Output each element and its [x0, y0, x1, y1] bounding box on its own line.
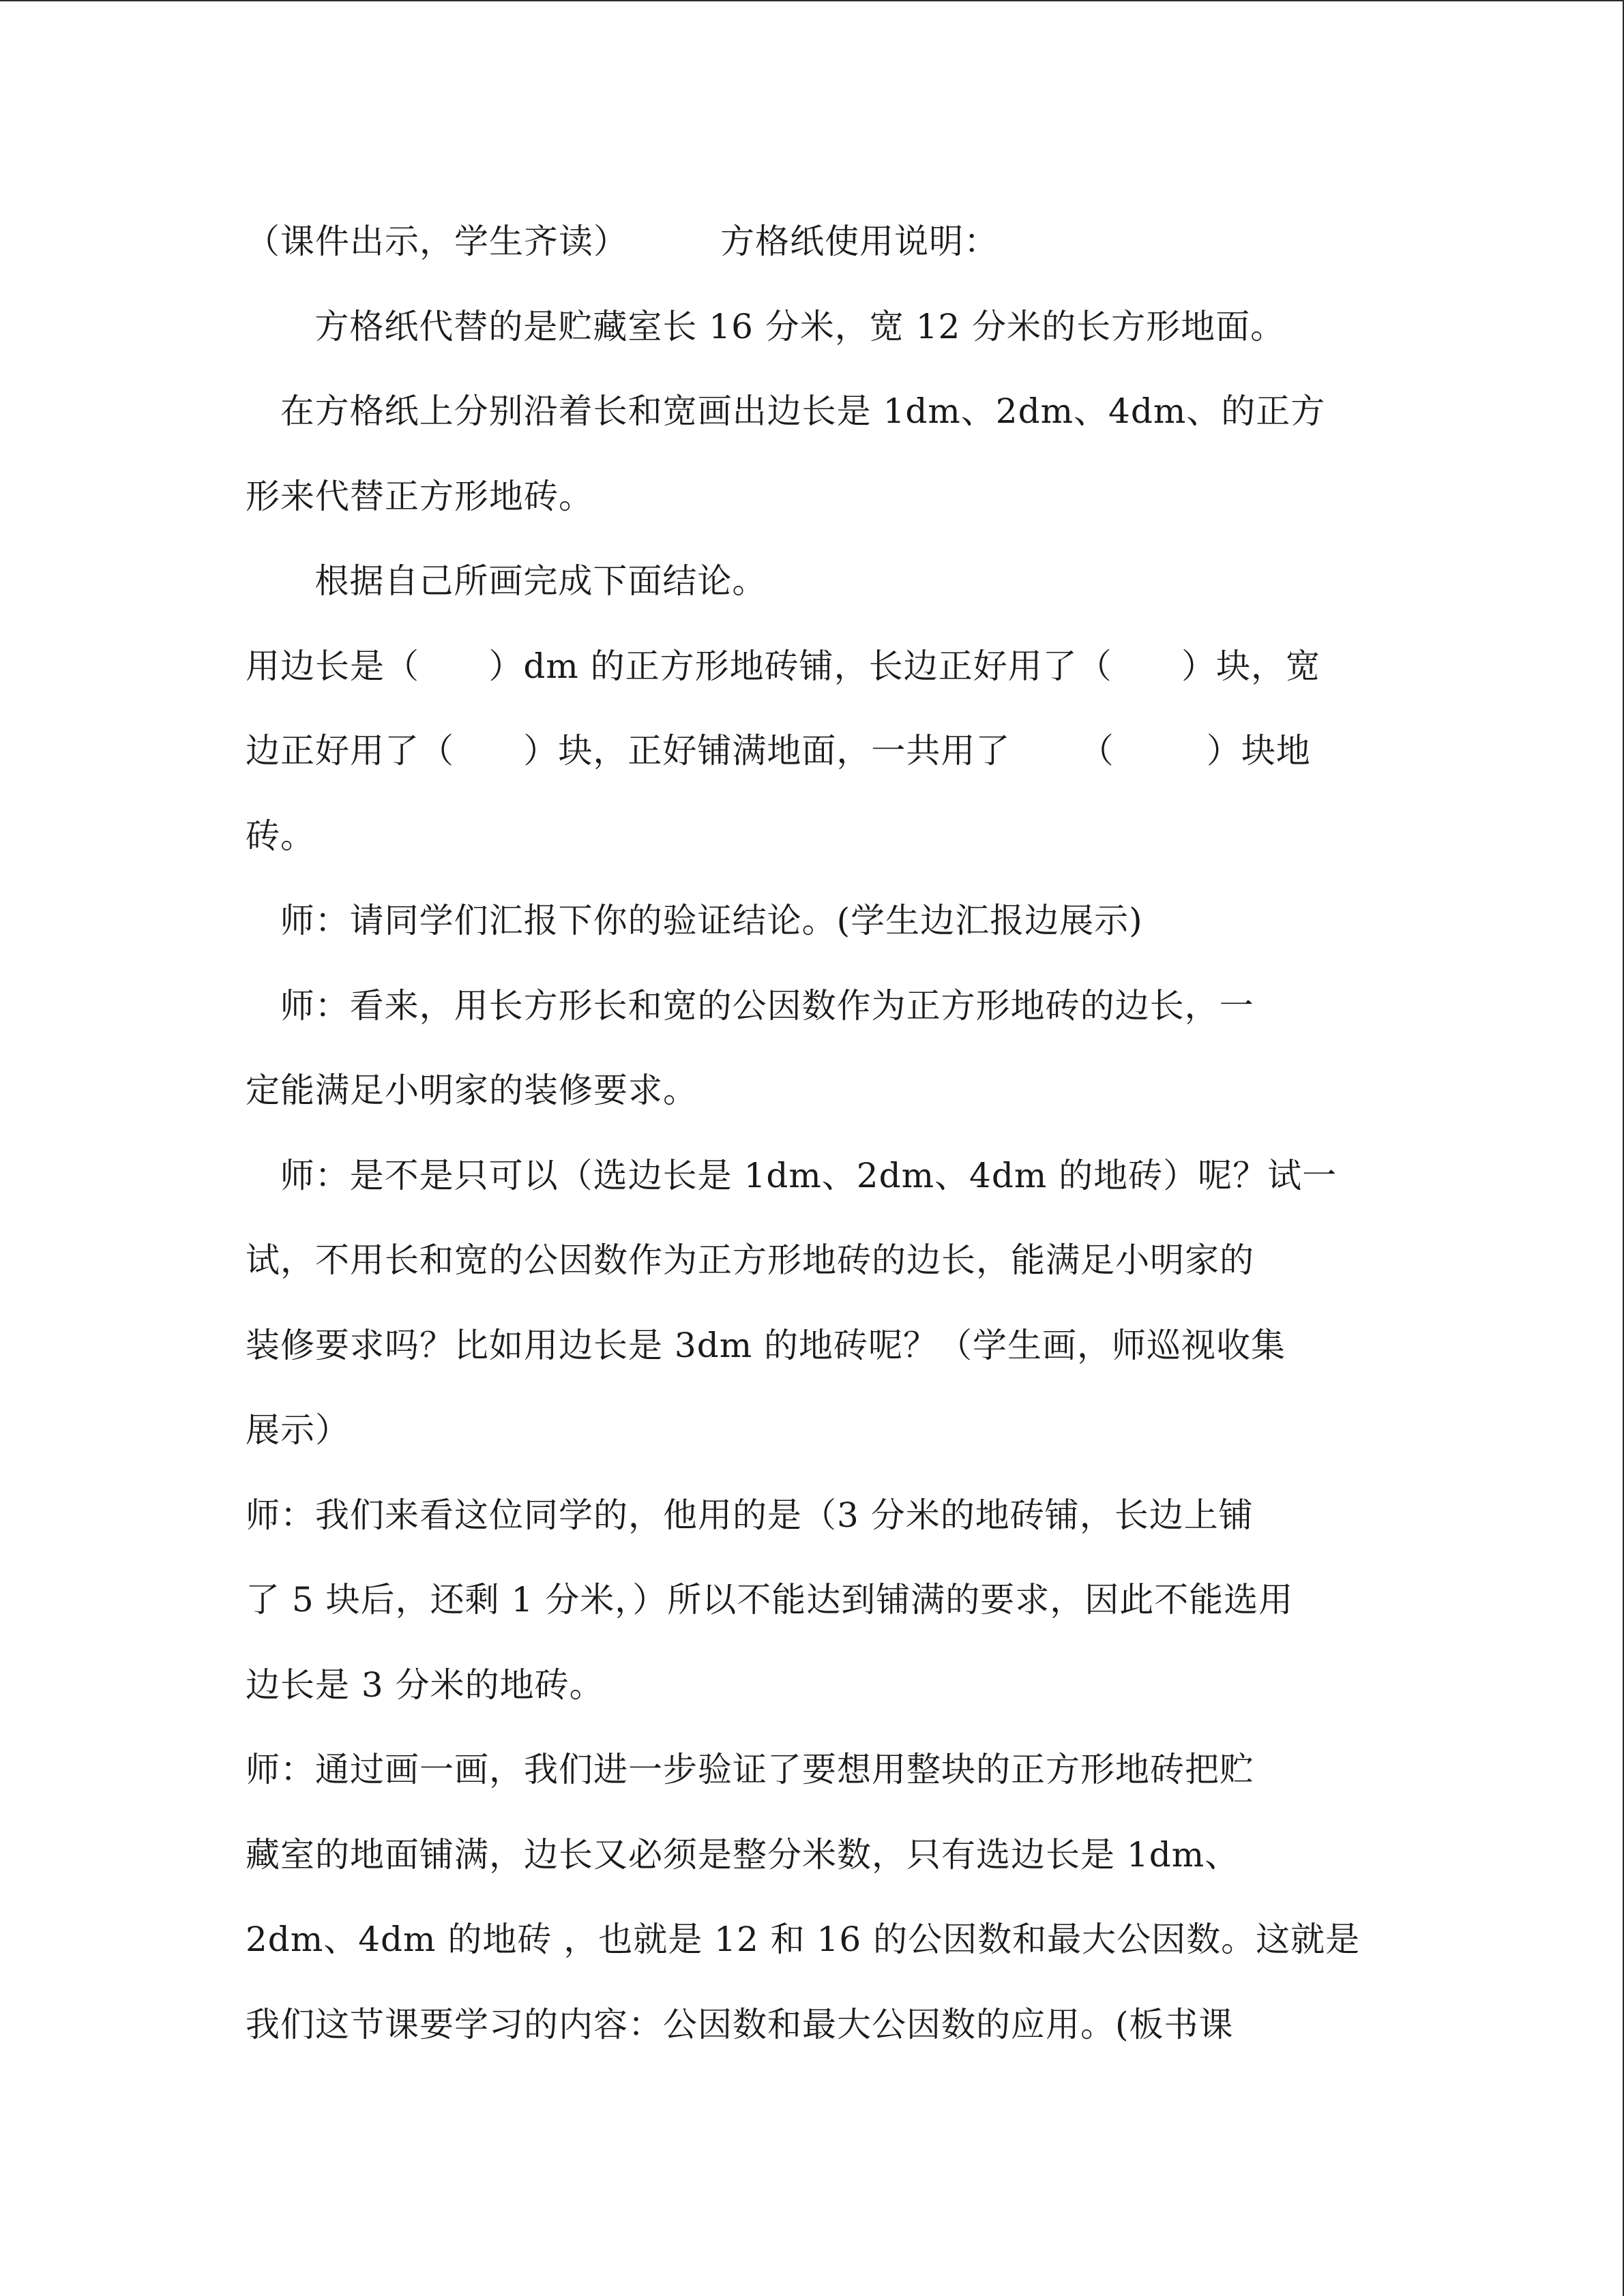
text-line-22: 我们这节课要学习的内容：公因数和最大公因数的应用。(板书课 [246, 2005, 1234, 2044]
text-line-1: （课件出示，学生齐读） 方格纸使用说明： [246, 222, 999, 261]
text-line-19: 师：通过画一画，我们进一步验证了要想用整块的正方形地砖把贮 [246, 1750, 1254, 1789]
text-line-13: 试，不用长和宽的公因数作为正方形地砖的边长，能满足小明家的 [246, 1240, 1254, 1280]
text-line-7: 边正好用了（ ）块，正好铺满地面，一共用了 （ ）块地 [246, 731, 1311, 771]
text-line-20: 藏室的地面铺满，边长又必须是整分米数，只有选边长是 1dm、 [246, 1835, 1240, 1875]
text-line-9: 师：请同学们汇报下你的验证结论。(学生边汇报边展示) [246, 901, 1143, 940]
text-line-10: 师：看来，用长方形长和宽的公因数作为正方形地砖的边长，一 [246, 986, 1254, 1026]
text-line-5: 根据自己所画完成下面结论。 [246, 561, 767, 601]
text-line-6: 用边长是（ ）dm 的正方形地砖铺，长边正好用了（ ）块，宽 [246, 646, 1321, 686]
text-line-15: 展示） [246, 1410, 350, 1450]
text-line-21: 2dm、4dm 的地砖 ，也就是 12 和 16 的公因数和最大公因数。这就是 [246, 1920, 1361, 1959]
text-line-16: 师：我们来看这位同学的，他用的是（3 分米的地砖铺，长边上铺 [246, 1495, 1254, 1535]
text-line-12: 师：是不是只可以（选边长是 1dm、2dm、4dm 的地砖）呢？试一 [246, 1156, 1338, 1195]
text-line-11: 定能满足小明家的装修要求。 [246, 1071, 698, 1110]
text-line-17: 了 5 块后，还剩 1 分米，）所以不能达到铺满的要求，因此不能选用 [246, 1580, 1294, 1620]
text-line-14: 装修要求吗？比如用边长是 3dm 的地砖呢？（学生画，师巡视收集 [246, 1326, 1286, 1365]
text-line-3: 在方格纸上分别沿着长和宽画出边长是 1dm、2dm、4dm、的正方 [246, 391, 1326, 431]
text-line-2: 方格纸代替的是贮藏室长 16 分米，宽 12 分米的长方形地面。 [246, 307, 1286, 346]
text-line-8: 砖。 [246, 816, 315, 856]
text-line-4: 形来代替正方形地砖。 [246, 477, 593, 516]
text-line-18: 边长是 3 分米的地砖。 [246, 1665, 604, 1705]
